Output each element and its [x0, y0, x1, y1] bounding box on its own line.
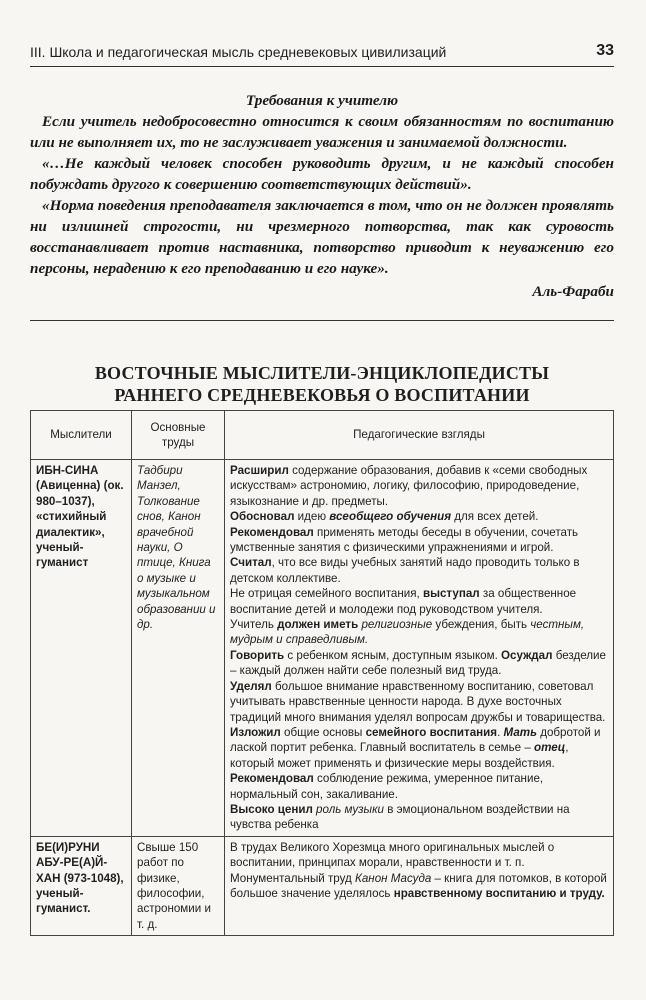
running-title: III. Школа и педагогическая мысль средневековых цивилизаций	[30, 44, 447, 60]
view-item: Говорить с ребенком ясным, доступным языком. Осуждал безделие – каждый должен найти себе полезный вид труда.	[230, 648, 606, 678]
view-item: Считал, что все виды учебных занятий надо проводить только в детском коллективе.	[230, 556, 580, 585]
view-item: Высоко ценил роль музыки в эмоциональном воздействии на чувства ребенка	[230, 802, 570, 832]
view-item: Уделял большое внимание нравственному воспитанию, советовал учитывать нравственные ценности народа. В духе восточных традиций много внимания уделял вопросам дружбы и товарищества.	[230, 679, 606, 724]
views-cell	[225, 836, 614, 935]
view-item: Не отрицая семейного воспитания, выступал за общественное воспитание детей и молодежи под руководством учителя.	[230, 587, 577, 616]
box-paragraph: «Норма поведения преподавателя заключается в том, что он не должен проявлять ни излишней строгости, ни чрезмерного потворства, так как суровость восстанавливает против наставника, потворство приводит к неуважению его персоны, нерадению к его преподаванию и его науке».	[30, 197, 614, 277]
thinkers-table	[30, 410, 614, 936]
box-divider	[30, 320, 614, 321]
view-item: Расширил содержание образования, добавив к «семи свободных искусствам» астрономию, логику, философию, природоведение, языкознание и др. предметы.	[230, 464, 588, 508]
view-item: Рекомендовал применять методы беседы в обучении, сочетать умственные занятия с физическими упражнениями и игрой.	[230, 525, 579, 555]
table-header-row	[31, 411, 614, 460]
header-works: Основные труды	[132, 411, 225, 460]
page-number: 33	[596, 42, 614, 59]
section-title-line: ВОСТОЧНЫЕ МЫСЛИТЕЛИ-ЭНЦИКЛОПЕДИСТЫ	[94, 363, 550, 383]
table-row	[31, 460, 614, 837]
table-row	[31, 836, 614, 935]
views-cell	[225, 460, 614, 837]
thinker-cell: БЕ(И)РУНИ АБУ-РЕ(А)Й-ХАН (973-1048), ученый-гуманист.	[31, 836, 132, 935]
quote-author: Аль-Фараби	[532, 283, 614, 300]
works-cell: Свыше 150 работ по физике, философии, астрономии и т. д.	[132, 836, 225, 935]
teacher-requirements-box	[30, 90, 614, 302]
view-item: Рекомендовал соблюдение режима, умеренное питание, нормальный сон, закаливание.	[230, 772, 544, 801]
view-item: В трудах Великого Хорезмца много оригинальных мыслей о воспитании, принципах морали, нравственности и т. п. Монументальный труд Канон Масуда – книга для потомков, в которой большое значение уделялось нравственному воспитанию и труду.	[230, 840, 607, 900]
running-header	[30, 42, 614, 67]
box-title: Требования к учителю	[245, 92, 399, 109]
section-title	[30, 362, 614, 406]
header-thinkers: Мыслители	[31, 411, 132, 460]
box-paragraph: Если учитель недобросовестно относится к своим обязанностям по воспитанию или не выполняет их, то не заслуживает уважения и занимаемой должности.	[30, 113, 614, 151]
section-title-line: РАННЕГО СРЕДНЕВЕКОВЬЯ О ВОСПИТАНИИ	[114, 385, 530, 405]
box-paragraph: «…Не каждый человек способен руководить другим, и не каждый способен побуждать другого к совершению соответствующих действий».	[30, 155, 614, 193]
view-item: Обосновал идею всеобщего обучения для всех детей.	[230, 510, 539, 524]
view-item: Учитель должен иметь религиозные убеждения, быть честным, мудрым и справедливым.	[230, 618, 585, 647]
view-item: Изложил общие основы семейного воспитания. Мать добротой и лаской портит ребенка. Главный воспитатель в семье – отец, который может применять и физические меры воздействия.	[230, 725, 601, 770]
works-cell: Тадбири Манзел, Толкование снов, Канон врачебной науки, О птице, Книга о музыке и музыкальном образовании и др.	[132, 460, 225, 837]
header-views: Педагогические взгляды	[225, 411, 614, 460]
thinker-cell: ИБН-СИНА (Авиценна) (ок. 980–1037), «стихийный диалектик», ученый-гуманист	[31, 460, 132, 837]
